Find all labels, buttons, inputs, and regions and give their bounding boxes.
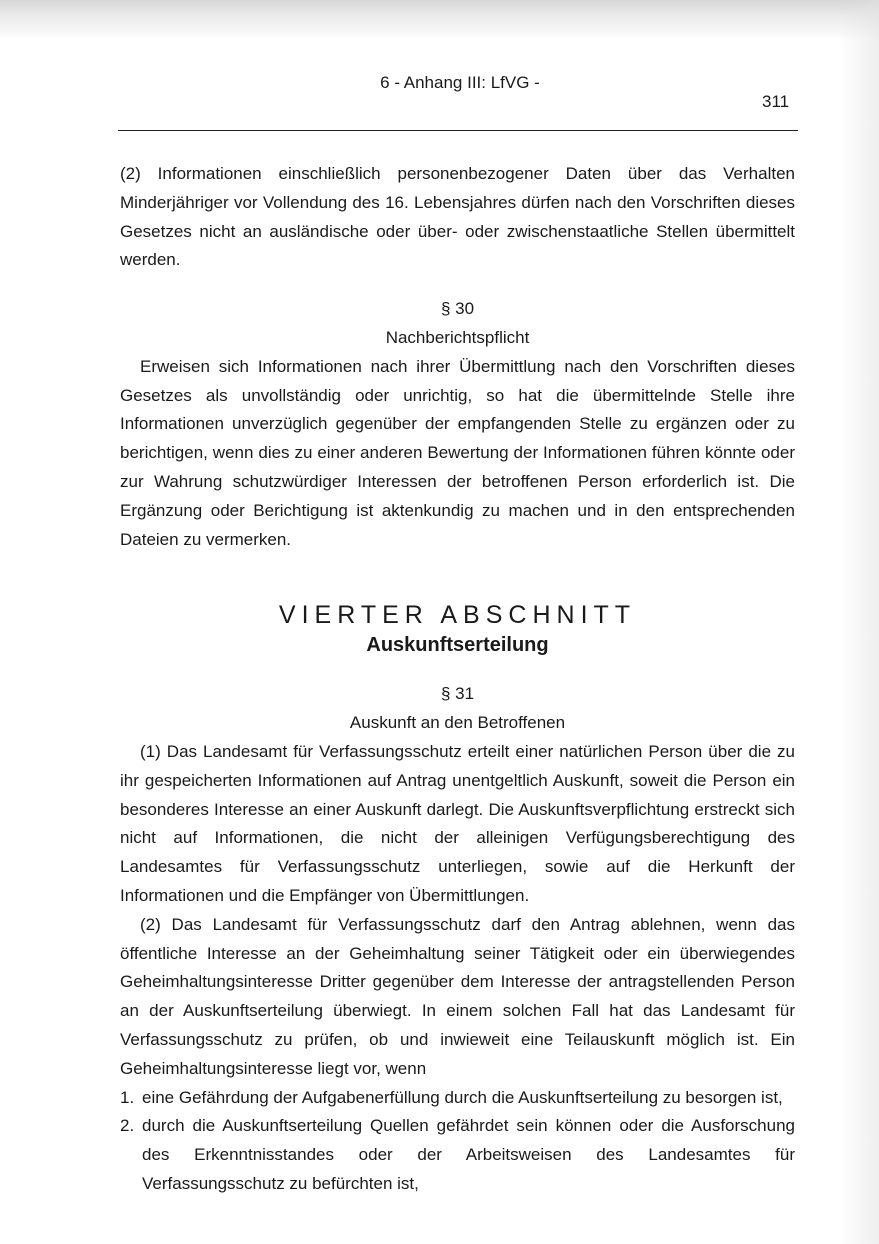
s31-number: § 31 (440, 684, 475, 704)
list-number: 2. (120, 1116, 135, 1136)
list-text: eine Gefährdung der Aufgabenerfüllung durch die Auskunftserteilung zu besorgen ist, (142, 1087, 783, 1107)
s31-para1: (1) Das Landesamt für Verfassungsschutz erteilt einer natürlichen Person über die zu ihr gespeicherten Informationen auf Antrag unentgeltlich Auskunft, soweit die Person ein besonderes Interesse an einer Auskunft darlegt. Die Auskunftsverpflichtung erstreckt sich nicht auf Informationen, die nicht der alleinigen Verfügungsberechtigung des Landesamtes für Verfassungsschutz unterliegen, sowie auf die Herkunft der Informationen und die Empfänger von Übermittlungen. (120, 741, 795, 905)
list-text: durch die Auskunftserteilung Quellen gefährdet sein können oder die Ausforschung des Erkenntnisstandes oder der Arbeitsweisen des Landesamtes für Verfassungsschutz zu befürchten ist, (142, 1116, 795, 1193)
s30-title: Nachberichtspflicht (385, 327, 530, 347)
page-number: 311 (762, 92, 790, 111)
list-number: 1. (120, 1087, 135, 1107)
intro-paragraph: (2) Informationen einschließlich personenbezogener Daten über das Verhalten Minderjähriger vor Vollendung des 16. Lebensjahres dürfen nach den Vorschriften dieses Gesetzes nicht an ausländische oder über- oder zwischenstaatliche Stellen übermittelt werden. (120, 164, 795, 270)
scan-shadow-top (0, 0, 879, 42)
header-rule (118, 130, 798, 131)
s30-text: Erweisen sich Informationen nach ihrer Übermittlung nach den Vorschriften dieses Gesetzes als unvollständig oder unrichtig, so hat die übermittelnde Stelle ihre Informationen unverzüglich gegenüber der empfangenden Stelle zu ergänzen oder zu berichtigen, wenn dies zu einer anderen Bewertung der Informationen führen könnte oder zur Wahrung schutzwürdiger Interessen der betroffenen Person erforderlich ist. Die Ergänzung oder Berichtigung ist aktenkundig zu machen und in den entsprechenden Dateien zu vermerken. (120, 356, 795, 549)
list-item (120, 1112, 795, 1198)
s31-title: Auskunft an den Betroffenen (349, 713, 566, 733)
running-header: 6 - Anhang III: LfVG - (380, 73, 540, 92)
section-title: VIERTER ABSCHNITT (278, 601, 637, 630)
document-body (120, 160, 795, 1199)
list-item (120, 1084, 795, 1113)
s30-number: § 30 (440, 299, 475, 319)
s31-para2: (2) Das Landesamt für Verfassungsschutz darf den Antrag ablehnen, wenn das öffentliche Interesse an der Geheimhaltung seiner Tätigkeit oder ein überwiegendes Geheimhaltungsinteresse Dritter gegenüber dem Interesse der antragstellenden Person an der Auskunftserteilung überwiegt. In einem solchen Fall hat das Landesamt für Verfassungsschutz zu prüfen, ob und inwieweit eine Teilauskunft möglich ist. Ein Geheimhaltungsinteresse liegt vor, wenn (120, 914, 795, 1078)
section-subtitle: Auskunftserteilung (366, 634, 549, 657)
scan-shadow-right (839, 0, 879, 1244)
